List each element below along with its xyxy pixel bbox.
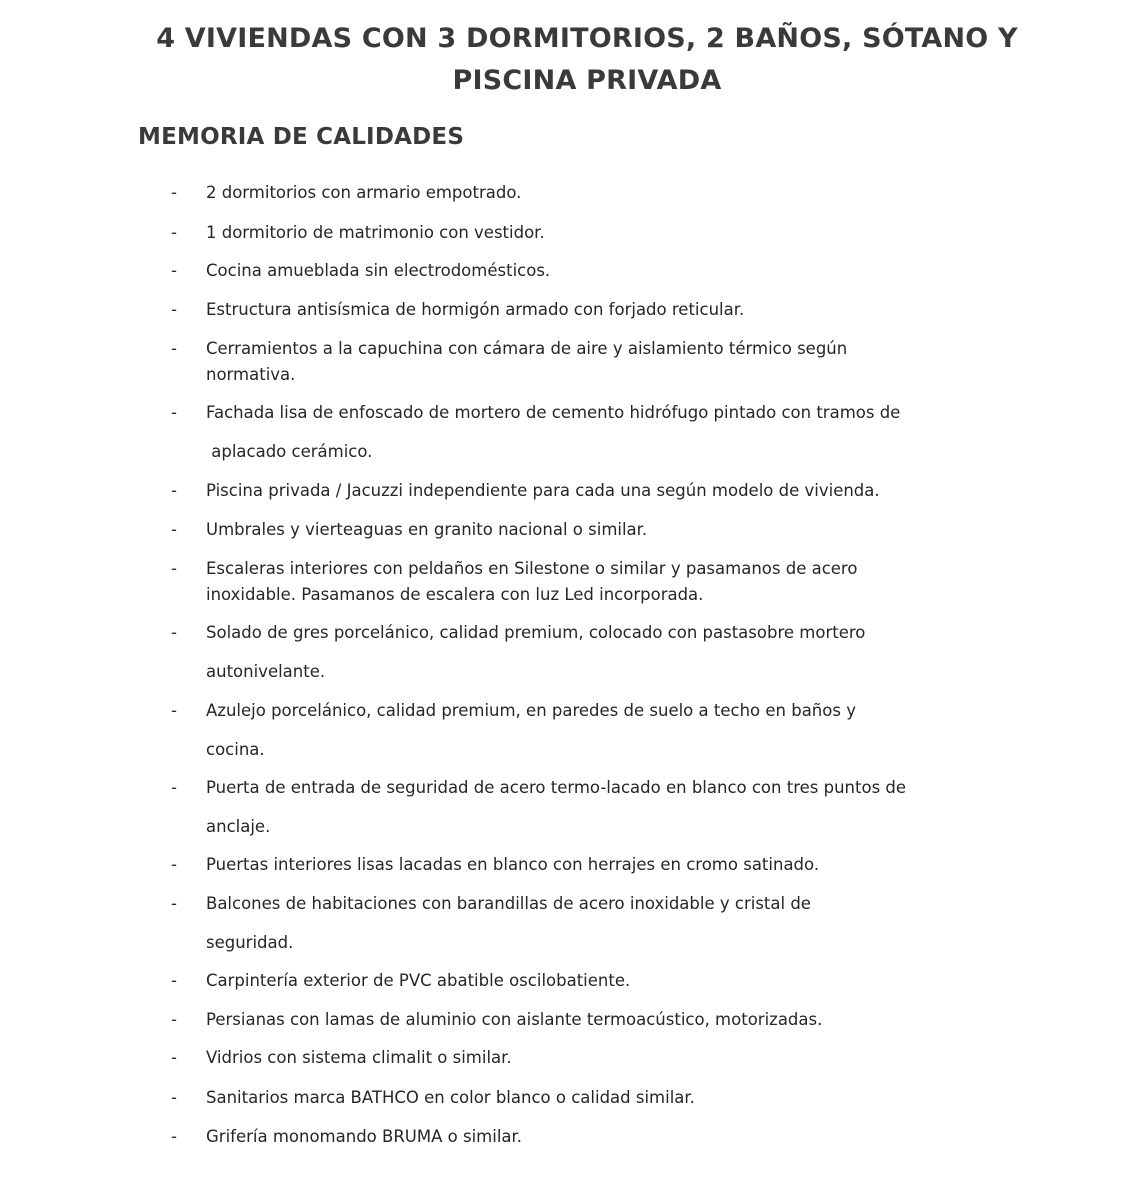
list-item-text: inoxidable. Pasamanos de escalera con luz Led incorporada. xyxy=(206,585,704,604)
bullet-dash: - xyxy=(171,623,177,642)
list-item-text: Azulejo porcelánico, calidad premium, en paredes de suelo a techo en baños y xyxy=(206,701,856,720)
list-item-text: Cerramientos a la capuchina con cámara de aire y aislamiento térmico según xyxy=(206,339,848,358)
list-item-text: 1 dormitorio de matrimonio con vestidor. xyxy=(206,223,545,242)
list-item-text: Fachada lisa de enfoscado de mortero de cemento hidrófugo pintado con tramos de xyxy=(206,403,901,422)
list-item-text: Puerta de entrada de seguridad de acero termo-lacado en blanco con tres puntos de xyxy=(206,778,907,797)
list-item-text: Grifería monomando BRUMA o similar. xyxy=(206,1127,523,1146)
list-item-text: Escaleras interiores con peldaños en Silestone o similar y pasamanos de acero xyxy=(206,559,858,578)
list-item-text: seguridad. xyxy=(206,933,294,952)
section-heading: MEMORIA DE CALIDADES xyxy=(138,124,465,150)
list-item-text: Solado de gres porcelánico, calidad premium, colocado con pastasobre mortero xyxy=(206,623,866,642)
list-item-text: aplacado cerámico. xyxy=(206,442,373,461)
bullet-dash: - xyxy=(171,1127,177,1146)
list-item-text: Carpintería exterior de PVC abatible oscilobatiente. xyxy=(206,971,631,990)
document-title-line-2: PISCINA PRIVADA xyxy=(452,65,722,96)
bullet-dash: - xyxy=(171,403,177,422)
bullet-dash: - xyxy=(171,1088,177,1107)
bullet-dash: - xyxy=(171,1048,177,1067)
list-item-text: Estructura antisísmica de hormigón armado con forjado reticular. xyxy=(206,300,745,319)
list-item-text: Vidrios con sistema climalit o similar. xyxy=(206,1048,512,1067)
bullet-dash: - xyxy=(171,339,177,358)
bullet-dash: - xyxy=(171,1010,177,1029)
document-title-line-1: 4 VIVIENDAS CON 3 DORMITORIOS, 2 BAÑOS, SÓTANO Y xyxy=(156,23,1018,54)
list-item-text: autonivelante. xyxy=(206,662,326,681)
list-item-text: Cocina amueblada sin electrodomésticos. xyxy=(206,261,551,280)
bullet-dash: - xyxy=(171,701,177,720)
bullet-dash: - xyxy=(171,300,177,319)
list-item-text: Piscina privada / Jacuzzi independiente para cada una según modelo de vivienda. xyxy=(206,481,880,500)
bullet-dash: - xyxy=(171,559,177,578)
list-item-text: Puertas interiores lisas lacadas en blanco con herrajes en cromo satinado. xyxy=(206,855,820,874)
list-item-text: Umbrales y vierteaguas en granito nacional o similar. xyxy=(206,520,648,539)
bullet-dash: - xyxy=(171,223,177,242)
list-item-text: Sanitarios marca BATHCO en color blanco o calidad similar. xyxy=(206,1088,695,1107)
list-item-text: Balcones de habitaciones con barandillas de acero inoxidable y cristal de xyxy=(206,894,811,913)
list-item-text: anclaje. xyxy=(206,817,271,836)
list-item-text: Persianas con lamas de aluminio con aislante termoacústico, motorizadas. xyxy=(206,1010,823,1029)
list-item-text: cocina. xyxy=(206,740,265,759)
document-title xyxy=(0,18,1146,102)
bullet-dash: - xyxy=(171,261,177,280)
bullet-dash: - xyxy=(171,855,177,874)
bullet-dash: - xyxy=(171,520,177,539)
bullet-dash: - xyxy=(171,971,177,990)
bullet-dash: - xyxy=(171,778,177,797)
bullet-dash: - xyxy=(171,481,177,500)
bullet-dash: - xyxy=(171,894,177,913)
list-item-text: 2 dormitorios con armario empotrado. xyxy=(206,183,522,202)
list-item-text: normativa. xyxy=(206,365,296,384)
bullet-dash: - xyxy=(171,183,177,202)
